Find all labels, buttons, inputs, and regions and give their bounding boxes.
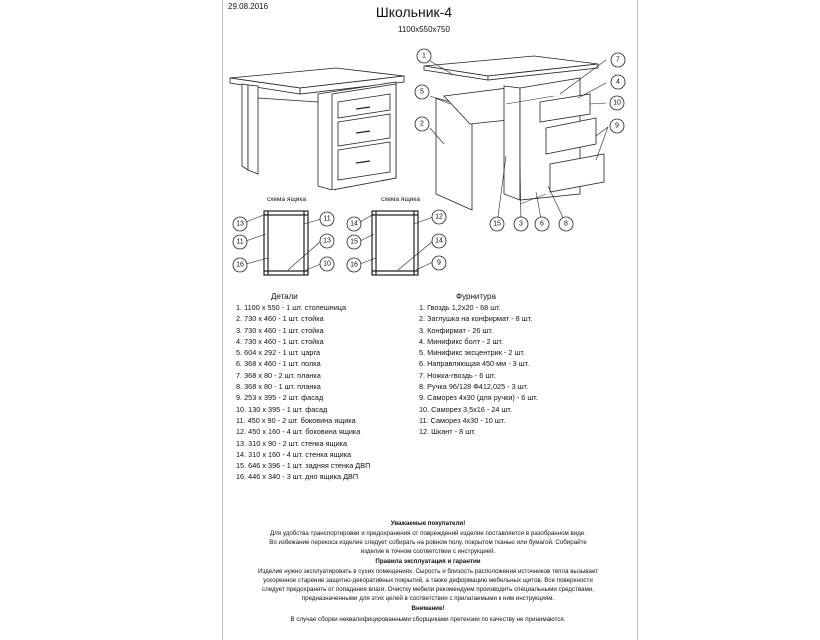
drawer-schema-right [342, 204, 454, 284]
callout-8-label: 8 [564, 220, 568, 228]
callout-4-label: 4 [616, 78, 620, 86]
list-item: 10. Саморез 3,5х16 - 24 шт. [419, 404, 512, 414]
list-item: 11. Саморез 4х30 - 10 шт. [419, 415, 506, 425]
list-item: 2. Заглушка на конфирмат - 8 шт. [419, 314, 533, 324]
footer-greeting: Уважаемые покупатели! [390, 520, 466, 527]
footer-para1-line3: изделие в точном соответствии с инструкцией. [360, 548, 496, 555]
list-item: 1. 1100 х 550 - 1 шт. столешница [236, 303, 347, 312]
list-item: 6. 368 х 460 - 1 шт. полка [236, 359, 321, 369]
list-item: 4. Минификс болт - 2 шт. [419, 336, 504, 346]
footer-para2-line4: предназначенными для этих целей в соответствии с прилагаемыми к ним инструкциям. [301, 595, 555, 602]
callout-5-label: 5 [420, 88, 424, 96]
schema-right-callout-15-label: 15 [350, 238, 358, 246]
schema-right-callout-16-label: 16 [350, 261, 358, 269]
list-item: 6. Направляющая 450 мм - 3 шт. [419, 359, 530, 369]
schema-left-label: схема ящика [267, 196, 307, 203]
callout-6-label: 6 [540, 220, 544, 228]
schema-left-callout-11a-label: 11 [236, 238, 244, 246]
schema-left-callout-16-label: 16 [236, 261, 244, 269]
callout-7-label: 7 [616, 56, 620, 64]
list-item: 8. Ручка 96/128 Ф412,025 - 3 шт. [419, 382, 529, 392]
footer-para2-line3: следует предохранять от попадания влаги. Очистку мебели рекомендуем производить специальными средствами, [261, 586, 595, 593]
list-item: 16. 446 х 340 - 3 шт. дно ящика ДВП [236, 472, 359, 482]
list-item: 13. 310 х 90 - 2 шт. стенка ящика [236, 438, 348, 448]
footer-para1-line2: Во избежание перекоса изделие следует собирать на ровном полу, покрытом тканью или бумагой. Собирайте [269, 539, 587, 546]
callout-3-label: 3 [519, 220, 523, 228]
footer-attention: Внимание! [411, 605, 445, 612]
callout-10-label: 10 [613, 99, 621, 107]
callout-2-label: 2 [420, 120, 424, 128]
list-item: 12. Шкант - 8 шт. [419, 427, 476, 437]
list-item: 5. Минификс эксцентрик - 2 шт. [419, 348, 525, 358]
footer-rules-heading: Правила эксплуатация и гарантии [375, 558, 481, 565]
schema-left-callout-13a-label: 13 [236, 220, 244, 228]
date-stamp: 29.08.2016 [228, 2, 269, 11]
list-item: 1. Гвоздь 1,2х20 - 68 шт. [419, 303, 501, 312]
schema-left-callout-11b-label: 11 [323, 215, 331, 223]
list-item: 14. 310 х 160 - 4 шт. стенка ящика [236, 449, 352, 459]
schema-right-callout-12-label: 12 [435, 213, 443, 221]
schema-right-callout-14b-label: 14 [435, 237, 443, 245]
list-item: 5. 604 х 292 - 1 шт. царга [236, 348, 321, 358]
list-item: 3. Конфирмат - 26 шт. [419, 325, 493, 335]
callout-9-label: 9 [615, 122, 619, 130]
list-item: 15. 646 х 396 - 1 шт. задняя стенка ДВП [236, 461, 371, 471]
list-item: 2. 730 х 460 - 1 шт. стойка [236, 314, 324, 324]
schema-left-callout-10-label: 10 [323, 260, 331, 268]
list-item: 9. Саморез 4х30 (для ручки) - 6 шт. [419, 393, 538, 403]
callout-1-label: 1 [422, 52, 426, 60]
footer-para2-line1: Изделие нужно эксплуатировать в сухих помещениях. Сырость и близость расположения источников тепла вызывает [257, 568, 599, 575]
page-title: Школьник-4 [375, 4, 453, 20]
list-item: 3. 730 х 460 - 1 шт. стойка [236, 325, 324, 335]
overall-dimensions: 1100x550x750 [398, 25, 450, 34]
callout-15-label: 15 [493, 220, 501, 228]
hardware-list [419, 302, 538, 438]
parts-heading: Детали [271, 292, 298, 301]
drawer-schema-left [228, 204, 340, 284]
list-item: 11. 450 х 90 - 2 шт. боковина ящика [236, 415, 356, 425]
schema-left-callout-13b-label: 13 [323, 237, 331, 245]
footer-para3: В случае сборки неквалифицированными сборщиками претензии по качеству не принимаются. [290, 616, 566, 623]
footer-para1-line1: Для удобства транспортировки и предохранения от повреждений изделие поставляется в разобранном виде. [269, 530, 587, 537]
footer-para2-line2: ускоренное старение защитно-декоративных покрытий, а также деформацию мебельных щитов. Все поверхности [263, 577, 593, 584]
desk-left-leg [242, 84, 248, 170]
list-item: 7. 368 х 80 - 2 шт. планка [236, 370, 321, 380]
list-item: 12. 450 х 160 - 4 шт. боковина ящика [236, 427, 361, 437]
list-item: 9. 253 х 395 - 2 шт. фасад [236, 393, 324, 403]
list-item: 4. 730 х 460 - 1 шт. стойка [236, 336, 324, 346]
schema-right-label: схема ящика [381, 196, 421, 203]
list-item: 8. 368 х 80 - 1 шт. планка [236, 382, 321, 392]
schema-right-callout-14a-label: 14 [350, 220, 358, 228]
schema-right-callout-9-label: 9 [437, 259, 441, 267]
hardware-heading: Фурнитура [456, 292, 496, 301]
list-item: 10. 130 х 395 - 1 шт. фасад [236, 404, 328, 414]
assembled-desk-drawing [228, 58, 408, 190]
list-item: 7. Ножка-гвоздь - 6 шт. [419, 370, 496, 380]
parts-list [236, 302, 370, 483]
